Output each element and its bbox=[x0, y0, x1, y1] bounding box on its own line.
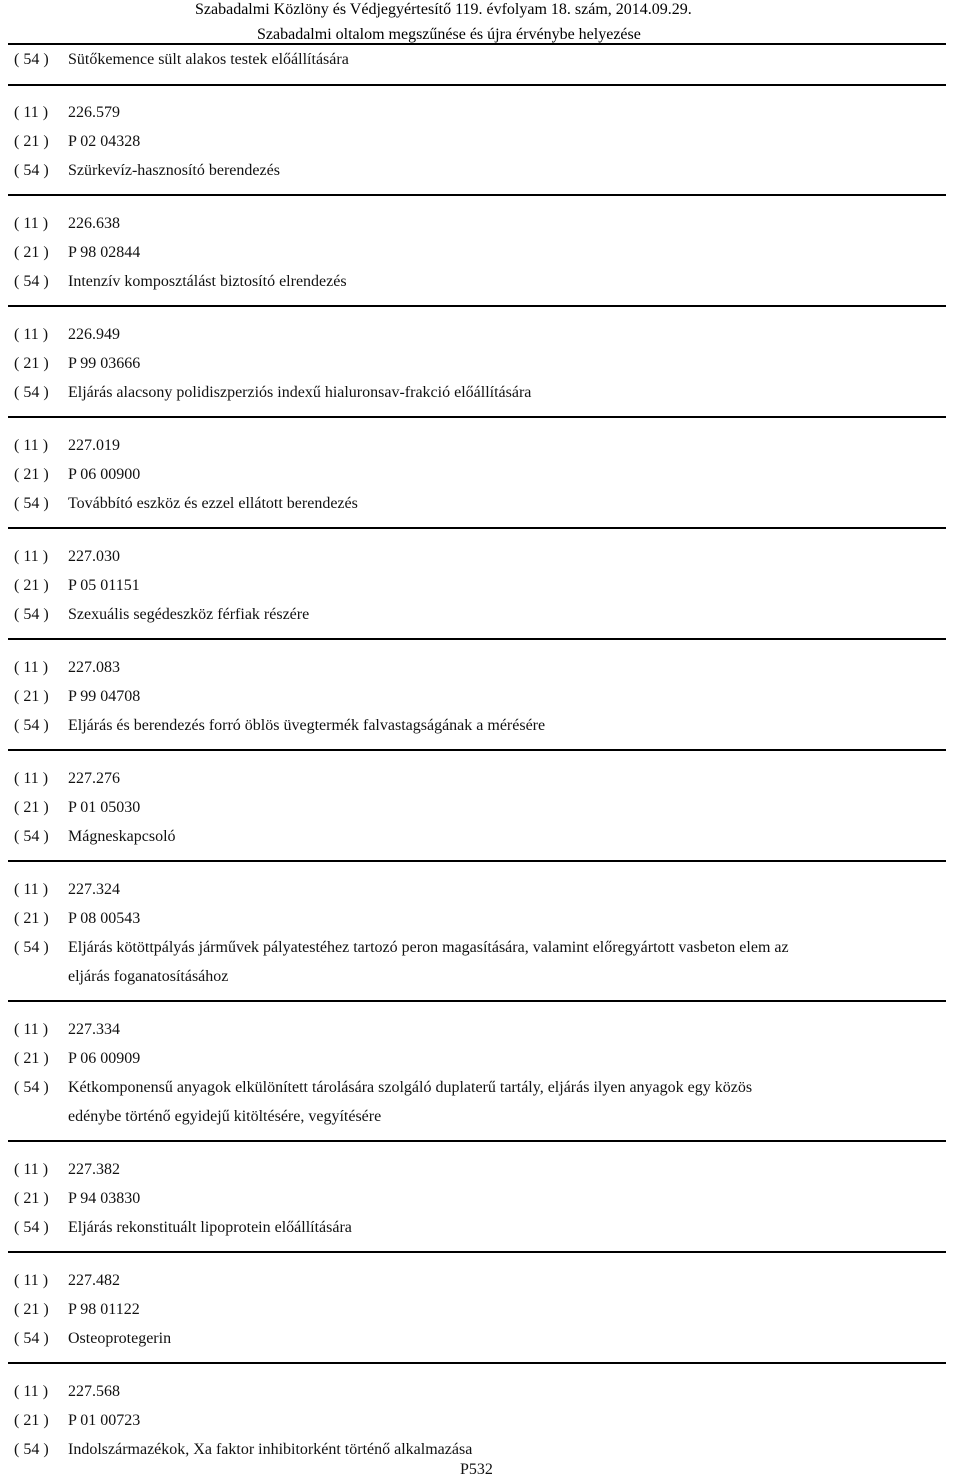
title-row bbox=[14, 824, 176, 850]
title: Továbbító eszköz és ezzel ellátott berendezés bbox=[68, 495, 358, 512]
title: Kétkomponensű anyagok elkülönített tárolására szolgáló duplaterű tartály, eljárás ilyen anyagok egy közös bbox=[68, 1079, 753, 1096]
patent-number: 226.638 bbox=[68, 215, 120, 232]
title-row bbox=[14, 491, 358, 517]
inid-code: ( 21 ) bbox=[14, 577, 49, 594]
title-row bbox=[14, 380, 531, 406]
inid-code: ( 21 ) bbox=[14, 244, 49, 261]
title: Mágneskapcsoló bbox=[68, 828, 176, 845]
page-number: P532 bbox=[460, 1461, 493, 1478]
inid-code: ( 54 ) bbox=[14, 273, 49, 290]
application-number-row bbox=[14, 795, 140, 821]
application-number-row bbox=[14, 906, 140, 932]
title-continuation: eljárás foganatosításához bbox=[68, 968, 229, 985]
inid-code: ( 54 ) bbox=[14, 717, 49, 734]
title-row bbox=[14, 1215, 352, 1241]
title: Eljárás alacsony polidiszperziós indexű hialuronsav-frakció előállítására bbox=[68, 384, 532, 401]
inid-code: ( 11 ) bbox=[14, 1161, 49, 1178]
entry-divider bbox=[8, 860, 946, 862]
patent-number: 227.019 bbox=[68, 437, 120, 454]
application-number-row bbox=[14, 1297, 140, 1323]
inid-code: ( 21 ) bbox=[14, 466, 49, 483]
inid-code: ( 21 ) bbox=[14, 688, 49, 705]
application-number: P 08 00543 bbox=[68, 910, 141, 927]
title: Eljárás kötöttpályás járművek pályatestéhez tartozó peron magasítására, valamint előregyártott vasbeton elem az bbox=[68, 939, 789, 956]
title-row bbox=[14, 935, 789, 961]
section-title: Szabadalmi oltalom megszűnése és újra érvénybe helyezése bbox=[257, 26, 641, 43]
patent-number: 227.276 bbox=[68, 770, 120, 787]
inid-code: ( 54 ) bbox=[14, 1219, 49, 1236]
patent-number-row bbox=[14, 1268, 120, 1294]
patent-number: 226.579 bbox=[68, 104, 120, 121]
journal-title: Szabadalmi Közlöny és Védjegyértesítő 119. évfolyam 18. szám, 2014.09.29. bbox=[195, 1, 692, 18]
inid-code: ( 21 ) bbox=[14, 133, 49, 150]
inid-code: ( 11 ) bbox=[14, 1021, 49, 1038]
title-row bbox=[14, 158, 280, 184]
application-number-row bbox=[14, 462, 140, 488]
patent-number-row bbox=[14, 211, 120, 237]
title-row bbox=[14, 602, 309, 628]
patent-number-row bbox=[14, 322, 120, 348]
application-number-row bbox=[14, 1408, 140, 1434]
application-number-row bbox=[14, 684, 140, 710]
entry-divider bbox=[8, 527, 946, 529]
patent-number-row bbox=[14, 433, 120, 459]
inid-code: ( 21 ) bbox=[14, 1050, 49, 1067]
entry-divider bbox=[8, 194, 946, 196]
title: Szürkevíz-hasznosító berendezés bbox=[68, 162, 280, 179]
entry-divider bbox=[8, 1000, 946, 1002]
patent-number: 226.949 bbox=[68, 326, 120, 343]
application-number-row bbox=[14, 1046, 140, 1072]
application-number-row bbox=[14, 240, 140, 266]
application-number-row bbox=[14, 129, 140, 155]
application-number: P 98 01122 bbox=[68, 1301, 140, 1318]
patent-number-row bbox=[14, 1017, 120, 1043]
inid-code-54: ( 54 ) bbox=[14, 51, 49, 68]
entry-divider bbox=[8, 1251, 946, 1253]
title: Eljárás és berendezés forró öblös üvegtermék falvastagságának a mérésére bbox=[68, 717, 546, 734]
inid-code: ( 11 ) bbox=[14, 437, 49, 454]
patent-number: 227.324 bbox=[68, 881, 120, 898]
title: Indolszármazékok, Xa faktor inhibitorként történő alkalmazása bbox=[68, 1441, 473, 1458]
title-row bbox=[14, 269, 347, 295]
entry-divider bbox=[8, 84, 946, 86]
entry-divider bbox=[8, 1362, 946, 1364]
entry-divider bbox=[8, 1140, 946, 1142]
header-rule bbox=[8, 43, 946, 45]
application-number: P 02 04328 bbox=[68, 133, 141, 150]
application-number-row bbox=[14, 1186, 140, 1212]
inid-code: ( 54 ) bbox=[14, 828, 49, 845]
application-number: P 94 03830 bbox=[68, 1190, 141, 1207]
application-number: P 99 04708 bbox=[68, 688, 141, 705]
inid-code: ( 54 ) bbox=[14, 1079, 49, 1096]
application-number-row bbox=[14, 573, 140, 599]
patent-number-row bbox=[14, 1157, 120, 1183]
title: Szexuális segédeszköz férfiak részére bbox=[68, 606, 310, 623]
title-continuation: edénybe történő egyidejű kitöltésére, vegyítésére bbox=[68, 1108, 382, 1125]
inid-code: ( 54 ) bbox=[14, 495, 49, 512]
title-row bbox=[14, 1326, 171, 1352]
application-number: P 98 02844 bbox=[68, 244, 141, 261]
entry-divider bbox=[8, 749, 946, 751]
title-row bbox=[14, 1437, 472, 1463]
application-number-row bbox=[14, 351, 140, 377]
inid-code: ( 21 ) bbox=[14, 1190, 49, 1207]
inid-code: ( 54 ) bbox=[14, 1330, 49, 1347]
inid-code: ( 54 ) bbox=[14, 1441, 49, 1458]
inid-code: ( 11 ) bbox=[14, 548, 49, 565]
inid-code: ( 21 ) bbox=[14, 1301, 49, 1318]
patent-number: 227.030 bbox=[68, 548, 120, 565]
application-number: P 06 00909 bbox=[68, 1050, 141, 1067]
title-row bbox=[14, 1075, 752, 1101]
application-number: P 06 00900 bbox=[68, 466, 141, 483]
patent-number: 227.382 bbox=[68, 1161, 120, 1178]
inid-code: ( 11 ) bbox=[14, 1383, 49, 1400]
inid-code: ( 21 ) bbox=[14, 1412, 49, 1429]
page-header bbox=[195, 0, 960, 42]
inid-code: ( 54 ) bbox=[14, 384, 49, 401]
patent-number-row bbox=[14, 655, 120, 681]
inid-code: ( 54 ) bbox=[14, 606, 49, 623]
application-number: P 01 00723 bbox=[68, 1412, 141, 1429]
entry-divider bbox=[8, 416, 946, 418]
inid-code: ( 11 ) bbox=[14, 1272, 49, 1289]
title-row bbox=[14, 713, 545, 739]
inid-code: ( 11 ) bbox=[14, 659, 49, 676]
title: Osteoprotegerin bbox=[68, 1330, 172, 1347]
inid-code: ( 21 ) bbox=[14, 799, 49, 816]
application-number: P 01 05030 bbox=[68, 799, 141, 816]
inid-code: ( 11 ) bbox=[14, 104, 49, 121]
patent-number: 227.482 bbox=[68, 1272, 120, 1289]
inid-code: ( 11 ) bbox=[14, 770, 49, 787]
patent-number: 227.083 bbox=[68, 659, 120, 676]
title: Eljárás rekonstituált lipoprotein előállítására bbox=[68, 1219, 352, 1236]
application-number: P 99 03666 bbox=[68, 355, 141, 372]
patent-number: 227.568 bbox=[68, 1383, 120, 1400]
patent-number-row bbox=[14, 544, 120, 570]
inid-code: ( 11 ) bbox=[14, 326, 49, 343]
patent-number-row bbox=[14, 766, 120, 792]
inid-code: ( 11 ) bbox=[14, 881, 49, 898]
patent-number: 227.334 bbox=[68, 1021, 120, 1038]
entry-divider bbox=[8, 638, 946, 640]
inid-code: ( 54 ) bbox=[14, 939, 49, 956]
application-number: P 05 01151 bbox=[68, 577, 140, 594]
inid-code: ( 54 ) bbox=[14, 162, 49, 179]
inid-code: ( 21 ) bbox=[14, 910, 49, 927]
inid-code: ( 11 ) bbox=[14, 215, 49, 232]
patent-number-row bbox=[14, 1379, 120, 1405]
patent-number-row bbox=[14, 877, 120, 903]
inid-code: ( 21 ) bbox=[14, 355, 49, 372]
entry-title: Sütőkemence sült alakos testek előállítására bbox=[68, 51, 349, 68]
patent-number-row bbox=[14, 100, 120, 126]
entry-0-title-row bbox=[14, 47, 349, 73]
entry-divider bbox=[8, 305, 946, 307]
title: Intenzív komposztálást biztosító elrendezés bbox=[68, 273, 347, 290]
